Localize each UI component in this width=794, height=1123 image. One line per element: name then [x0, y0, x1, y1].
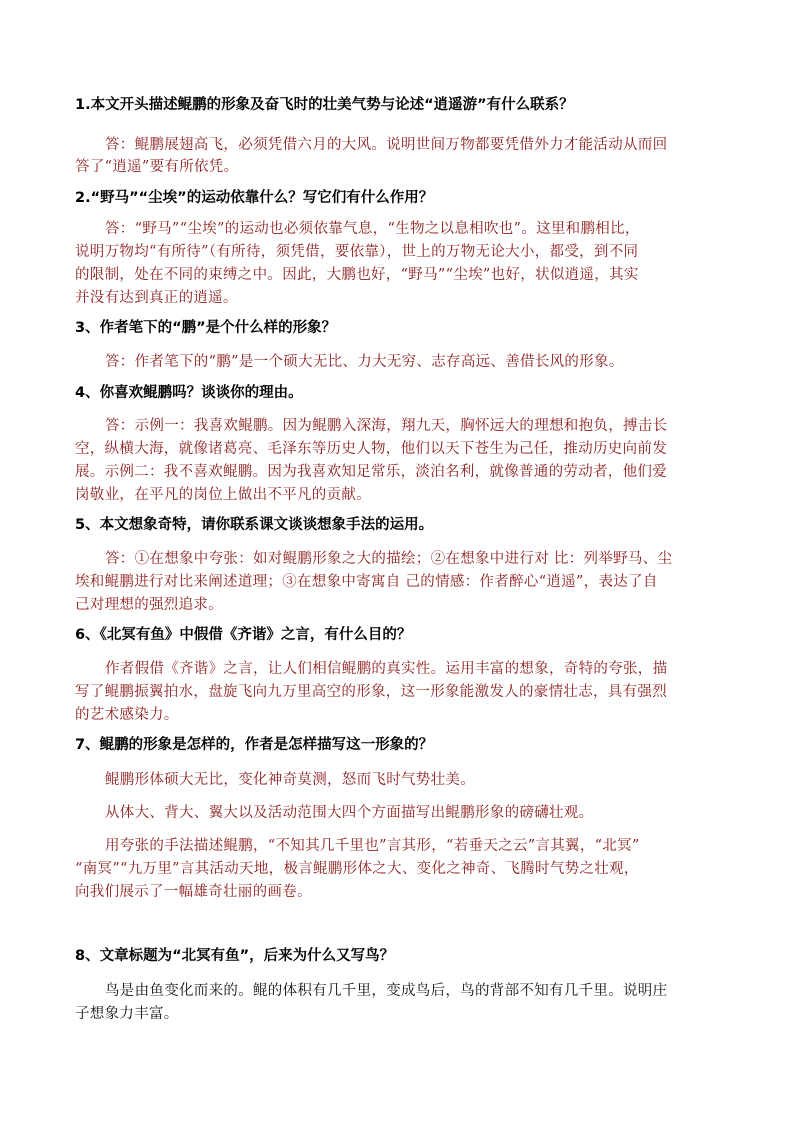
answer-7-line-4: “南冥”“九万里”言其活动天地，极言鲲鹏形体之大、变化之神奇、飞腾时气势之壮观，	[75, 861, 639, 877]
answer-4-line-2: 空，纵横大海，就像诸葛亮、毛泽东等历史人物，他们以天下苍生为己任，推动历史向前发	[75, 441, 667, 457]
answer-7-line-3: 用夸张的手法描述鲲鹏，“不知其几千里也”言其形，“若垂天之云”言其翼，“北冥”	[105, 838, 640, 854]
question-2: 2.“野马”“尘埃”的运动依靠什么？写它们有什么作用？	[75, 190, 434, 206]
question-1: 1.本文开头描述鲲鹏的形象及奋飞时的壮美气势与论述“逍遥游”有什么联系？	[75, 97, 574, 113]
answer-2-line-4: 并没有达到真正的逍遥。	[75, 290, 238, 306]
question-3: 3、作者笔下的“鹏”是个什么样的形象？	[75, 320, 337, 336]
question-8: 8、文章标题为“北冥有鱼”，后来为什么又写鸟？	[75, 948, 395, 964]
answer-8-line-2: 子想象力丰富。	[75, 1006, 179, 1022]
question-5: 5、本文想象奇特，请你联系课文谈谈想象手法的运用。	[75, 517, 434, 533]
answer-1-line-2: 答了“逍遥”要有所依凭。	[75, 159, 239, 175]
question-4: 4、你喜欢鲲鹏吗？谈谈你的理由。	[75, 385, 303, 401]
answer-5-line-3: 己对理想的强烈追求。	[75, 597, 223, 613]
answer-1-line-1: 答：鲲鹏展翅高飞，必须凭借六月的大风。说明世间万物都要凭借外力才能活动从而回	[105, 137, 668, 153]
answer-4-line-4: 岗敬业，在平凡的岗位上做出不平凡的贡献。	[75, 487, 371, 503]
answer-2-line-3: 的限制，处在不同的束缚之中。因此，大鹏也好，“野马”“尘埃”也好，状似逍遥，其实	[75, 267, 639, 283]
answer-3-line-1: 答：作者笔下的“鹏”是一个硕大无比、力大无穷、志存高远、善借长风的形象。	[105, 354, 624, 370]
answer-6-line-2: 写了鲲鹏振翼拍水，盘旋飞向九万里高空的形象，这一形象能激发人的豪情壮志，具有强烈	[75, 684, 667, 700]
question-6: 6、《北冥有鱼》中假借《齐谐》之言，有什么目的？	[75, 627, 412, 643]
answer-6-line-3: 的艺术感染力。	[75, 707, 179, 723]
answer-7-line-1: 鲲鹏形体硕大无比，变化神奇莫测，怒而飞时气势壮美。	[105, 772, 475, 788]
answer-2-line-1: 答：“野马”“尘埃”的运动也必须依靠气息，“生物之以息相吹也”。这里和鹏相比，	[105, 221, 640, 237]
answer-5-line-1: 答：①在想象中夸张：如对鲲鹏形象之大的描绘；②在想象中进行对 比：列举野马、尘	[105, 551, 673, 567]
answer-6-line-1: 作者假借《齐谐》之言，让人们相信鲲鹏的真实性。运用丰富的想象，奇特的夸张，描	[105, 661, 668, 677]
answer-7-line-2: 从体大、背大、翼大以及活动范围大四个方面描写出鲲鹏形象的磅礴壮观。	[105, 805, 594, 821]
answer-7-line-5: 向我们展示了一幅雄奇壮丽的画卷。	[75, 884, 312, 900]
answer-8-line-1: 鸟是由鱼变化而来的。鲲的体积有几千里，变成鸟后，鸟的背部不知有几千里。说明庄	[105, 983, 668, 999]
answer-2-line-2: 说明万物均“有所待”（有所待，须凭借，要依靠），世上的万物无论大小，都受，到不同	[75, 244, 639, 260]
answer-4-line-1: 答：示例一：我喜欢鲲鹏。因为鲲鹏入深海，翔九天，胸怀远大的理想和抱负，搏击长	[105, 418, 668, 434]
answer-4-line-3: 展。示例二：我不喜欢鲲鹏。因为我喜欢知足常乐，淡泊名利，就像普通的劳动者，他们爱	[75, 464, 667, 480]
question-7: 7、鲲鹏的形象是怎样的，作者是怎样描写这一形象的？	[75, 737, 434, 753]
answer-5-line-2: 埃和鲲鹏进行对比来阐述道理；③在想象中寄寓自 己的情感：作者醉心“逍遥”，表达了自	[75, 574, 658, 590]
